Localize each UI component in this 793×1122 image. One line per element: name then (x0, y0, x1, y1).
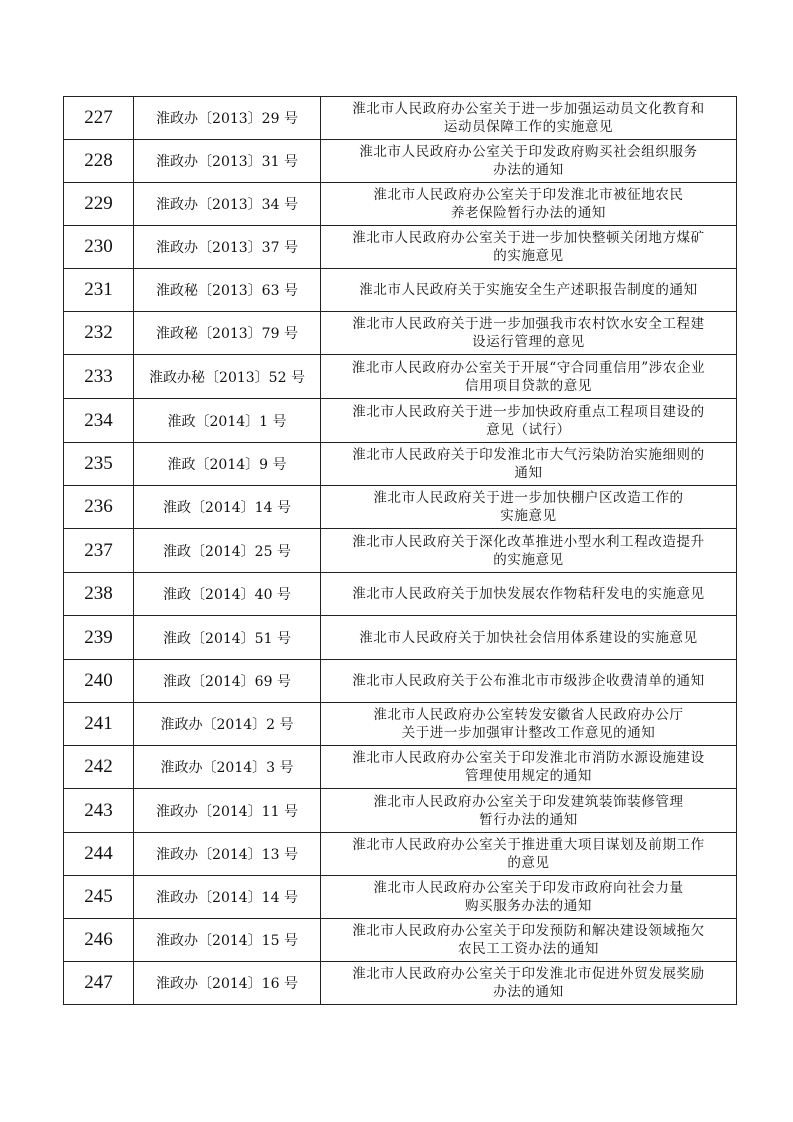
table-row (64, 962, 737, 1005)
document-title-line: 淮北市人民政府关于进一步加快棚户区改造工作的 (373, 490, 684, 506)
table-row (64, 486, 737, 529)
document-title (321, 183, 737, 226)
document-title (321, 833, 737, 876)
document-code: 淮政办〔2013〕37 号 (134, 226, 321, 269)
document-title (321, 746, 737, 789)
document-code: 淮政办〔2014〕15 号 (134, 919, 321, 962)
document-title-line: 淮北市人民政府关于深化改革推进小型水利工程改造提升 (352, 533, 705, 550)
document-title-line: 养老保险暂行办法的通知 (450, 205, 607, 221)
row-number: 231 (64, 269, 134, 312)
document-code: 淮政办〔2014〕3 号 (134, 746, 321, 789)
row-number: 247 (64, 962, 134, 1005)
document-code: 淮政办〔2014〕13 号 (134, 833, 321, 876)
row-number: 228 (64, 140, 134, 183)
document-title-line: 的实施意见 (493, 551, 564, 568)
document-code: 淮政办〔2013〕31 号 (134, 140, 321, 183)
document-title-line: 关于进一步加强审计整改工作意见的通知 (401, 725, 656, 741)
document-title (321, 399, 737, 443)
document-title-line: 的实施意见 (493, 248, 564, 264)
document-title (321, 269, 737, 312)
row-number: 238 (64, 573, 134, 616)
row-number: 235 (64, 443, 134, 486)
document-title-line: 淮北市人民政府办公室关于印发市政府向社会力量 (373, 880, 684, 896)
document-title-line: 淮北市人民政府关于公布淮北市市级涉企收费清单的通知 (352, 673, 705, 689)
row-number: 244 (64, 833, 134, 876)
table-row (64, 355, 737, 399)
table-row (64, 616, 737, 660)
document-title-line: 淮北市人民政府关于实施安全生产述职报告制度的通知 (359, 282, 698, 298)
document-code: 淮政办〔2013〕29 号 (134, 97, 321, 140)
row-number: 232 (64, 312, 134, 355)
table-row (64, 140, 737, 183)
document-title-line: 信用项目贷款的意见 (465, 377, 592, 394)
table-row (64, 703, 737, 746)
document-title (321, 443, 737, 486)
document-code: 淮政〔2014〕40 号 (134, 573, 321, 616)
table-row (64, 573, 737, 616)
row-number: 237 (64, 529, 134, 573)
document-code: 淮政办秘〔2013〕52 号 (134, 355, 321, 399)
document-title (321, 355, 737, 399)
table-row (64, 399, 737, 443)
document-code: 淮政〔2014〕25 号 (134, 529, 321, 573)
document-title-line: 淮北市人民政府关于加快发展农作物秸秆发电的实施意见 (352, 586, 705, 602)
document-title-line: 意见（试行） (486, 421, 571, 438)
row-number: 239 (64, 616, 134, 660)
document-title (321, 703, 737, 746)
document-table-body (64, 97, 737, 1005)
document-title-line: 淮北市人民政府办公室转发安徽省人民政府办公厅 (373, 707, 684, 723)
document-title (321, 962, 737, 1005)
row-number: 241 (64, 703, 134, 746)
document-title-line: 淮北市人民政府办公室关于推进重大项目谋划及前期工作 (352, 837, 705, 853)
document-title-line: 淮北市人民政府办公室关于进一步加快整顿关闭地方煤矿 (352, 230, 705, 246)
table-row (64, 746, 737, 789)
document-code: 淮政秘〔2013〕63 号 (134, 269, 321, 312)
row-number: 227 (64, 97, 134, 140)
table-row (64, 226, 737, 269)
row-number: 246 (64, 919, 134, 962)
document-title (321, 529, 737, 573)
document-title (321, 140, 737, 183)
document-title-line: 淮北市人民政府办公室关于印发淮北市消防水源设施建设 (352, 750, 705, 766)
document-title (321, 97, 737, 140)
table-row (64, 183, 737, 226)
document-title-line: 淮北市人民政府关于进一步加强我市农村饮水安全工程建 (352, 316, 705, 332)
document-title (321, 573, 737, 616)
document-title-line: 淮北市人民政府办公室关于开展“守合同重信用”涉农企业 (351, 359, 706, 376)
row-number: 229 (64, 183, 134, 226)
document-title-line: 淮北市人民政府办公室关于印发淮北市被征地农民 (373, 187, 684, 203)
table-row (64, 269, 737, 312)
row-number: 234 (64, 399, 134, 443)
document-title-line: 淮北市人民政府办公室关于印发建筑装饰装修管理 (373, 793, 684, 810)
document-title-line: 淮北市人民政府关于进一步加快政府重点工程项目建设的 (352, 403, 705, 420)
table-row (64, 97, 737, 140)
document-title-line: 淮北市人民政府关于加快社会信用体系建设的实施意见 (359, 629, 698, 646)
document-code: 淮政〔2014〕51 号 (134, 616, 321, 660)
document-code: 淮政秘〔2013〕79 号 (134, 312, 321, 355)
table-row (64, 833, 737, 876)
document-code: 淮政办〔2013〕34 号 (134, 183, 321, 226)
document-code: 淮政〔2014〕14 号 (134, 486, 321, 529)
document-title-line: 运动员保障工作的实施意见 (443, 119, 614, 135)
document-table (63, 96, 737, 1005)
document-title-line: 农民工工资办法的通知 (458, 941, 599, 957)
document-title-line: 管理使用规定的通知 (465, 768, 592, 784)
row-number: 243 (64, 789, 134, 833)
table-row (64, 919, 737, 962)
table-row (64, 443, 737, 486)
document-title (321, 226, 737, 269)
table-row (64, 660, 737, 703)
document-title-line: 购买服务办法的通知 (465, 898, 592, 914)
document-code: 淮政〔2014〕69 号 (134, 660, 321, 703)
document-title-line: 淮北市人民政府办公室关于进一步加强运动员文化教育和 (352, 101, 705, 117)
document-title (321, 486, 737, 529)
document-title (321, 660, 737, 703)
document-title-line: 办法的通知 (493, 162, 564, 178)
row-number: 240 (64, 660, 134, 703)
document-code: 淮政〔2014〕9 号 (134, 443, 321, 486)
document-code: 淮政办〔2014〕16 号 (134, 962, 321, 1005)
document-title-line: 办法的通知 (493, 984, 564, 1000)
document-title (321, 919, 737, 962)
document-code: 淮政〔2014〕1 号 (134, 399, 321, 443)
document-title-line: 暂行办法的通知 (479, 811, 578, 828)
table-row (64, 312, 737, 355)
document-title-line: 的意见 (507, 855, 550, 871)
document-code: 淮政办〔2014〕14 号 (134, 876, 321, 919)
document-code: 淮政办〔2014〕2 号 (134, 703, 321, 746)
document-title-line: 淮北市人民政府办公室关于印发淮北市促进外贸发展奖励 (352, 966, 705, 982)
document-title-line: 设运行管理的意见 (472, 334, 585, 350)
document-title-line: 通知 (514, 465, 543, 481)
document-title (321, 312, 737, 355)
document-title-line: 淮北市人民政府办公室关于印发预防和解决建设领域拖欠 (352, 923, 705, 939)
table-row (64, 876, 737, 919)
row-number: 242 (64, 746, 134, 789)
row-number: 233 (64, 355, 134, 399)
row-number: 236 (64, 486, 134, 529)
row-number: 230 (64, 226, 134, 269)
table-row (64, 529, 737, 573)
document-title-line: 淮北市人民政府关于印发淮北市大气污染防治实施细则的 (352, 447, 705, 463)
document-title (321, 616, 737, 660)
document-title-line: 实施意见 (500, 508, 557, 524)
table-row (64, 789, 737, 833)
document-title (321, 789, 737, 833)
document-title-line: 淮北市人民政府办公室关于印发政府购买社会组织服务 (359, 144, 698, 160)
document-title (321, 876, 737, 919)
row-number: 245 (64, 876, 134, 919)
document-code: 淮政办〔2014〕11 号 (134, 789, 321, 833)
